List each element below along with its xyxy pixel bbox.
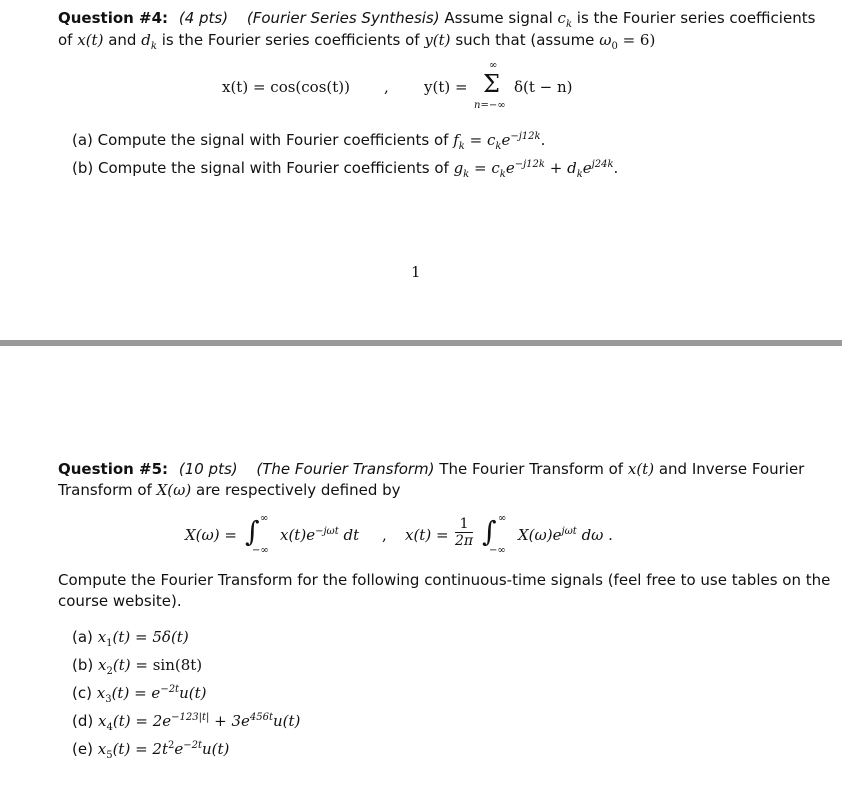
q4-intro-text: and <box>108 31 137 49</box>
q5-ft-lhs: X(ω) = <box>185 526 237 544</box>
q5-ift-integrand: $X(\omega)e^{j\omega t}$ dω . <box>518 526 613 544</box>
q5-line-1 <box>58 460 804 478</box>
q4-intro-text: such that (assume <box>455 31 595 49</box>
q5-line-2 <box>58 481 401 499</box>
q4-xt: x(t) <box>77 31 104 49</box>
q4-pts: (4 pts) <box>178 9 229 27</box>
q5-compute-1: Compute the Fourier Transform for the following continuous-time signals (feel free to use tables on the <box>58 571 831 589</box>
q5-intro-text: and Inverse Fourier <box>658 460 805 478</box>
q4-yt: y(t) <box>424 31 451 49</box>
q4-w0: $\omega_0 = 6$) <box>599 31 656 52</box>
q5-pts: (10 pts) <box>178 460 238 478</box>
q5-comma: , <box>382 526 387 544</box>
q5-compute-2: course website). <box>58 592 182 610</box>
q5-ift-int-bottom: −∞ <box>489 545 506 556</box>
q5-ft-integral: ∫ <box>245 515 260 548</box>
q4-eq-comma: , <box>384 78 389 96</box>
q5-ft-int-bottom: −∞ <box>252 545 269 556</box>
q5-Xw: X(ω) <box>156 481 192 499</box>
q4-line-2 <box>58 31 656 52</box>
q4-part-a: (a) Compute the signal with Fourier coefficients of $f_k = c_ke^{-j12k}$. <box>72 131 546 152</box>
q4-dk: $d_k$ <box>141 31 157 52</box>
q5-topic: (The Fourier Transform) <box>256 460 435 478</box>
q4-eq-y-right: δ(t − n) <box>514 78 573 96</box>
page-number: 1 <box>411 263 421 281</box>
q5-label: Question #5: <box>58 460 169 478</box>
q5-ift-frac: $\frac{1}{2\pi}$ <box>455 516 474 549</box>
q5-item-c: (c) $x_3(t) = e^{-2t}u(t)$ <box>72 684 207 705</box>
q5-ift-lhs: x(t) = <box>405 526 449 544</box>
q4-line-1 <box>58 9 816 30</box>
q5-item-e: (e) $x_5(t) = 2t^2e^{-2t}u(t)$ <box>72 740 230 761</box>
q5-intro-text: are respectively defined by <box>196 481 401 499</box>
q4-intro-text: of <box>58 31 73 49</box>
q5-xt: x(t) <box>627 460 655 478</box>
q5-item-a: (a) $x_1(t) = 5\delta(t)$ <box>72 628 189 649</box>
q5-item-d: (d) $x_4(t) = 2e^{-123|t|} + 3e^{456t}u(t)$ <box>72 712 301 733</box>
q4-eq-x: x(t) = cos(cos(t)) <box>222 78 350 96</box>
q5-intro-text: The Fourier Transform of <box>439 460 624 478</box>
q5-ift-int-top: ∞ <box>498 513 507 524</box>
q4-intro-text: is the Fourier series coefficients of <box>161 31 420 49</box>
q4-topic: (Fourier Series Synthesis) <box>246 9 440 27</box>
q4-sum-top: ∞ <box>489 60 498 71</box>
q5-ift-integral: ∫ <box>482 515 497 548</box>
q4-intro-text: Assume signal <box>444 9 553 27</box>
q4-part-b: (b) Compute the signal with Fourier coefficients of $g_k = c_ke^{-j12k} + d_ke^{j24k}$. <box>72 159 619 180</box>
q5-ft-integrand: $x(t)e^{-j\omega t}$ dt <box>280 526 360 544</box>
q4-ck: $c_k$ <box>557 9 573 30</box>
q4-eq-y-left: y(t) = <box>424 78 468 96</box>
q4-sum: Σ <box>483 70 500 98</box>
page-divider <box>0 340 842 346</box>
q4-sum-bottom: n=−∞ <box>474 100 506 111</box>
q4-label: Question #4: <box>58 9 169 27</box>
q5-ft-int-top: ∞ <box>260 513 269 524</box>
q5-item-b: (b) $x_2(t) = \sin(8t)$ <box>72 656 203 677</box>
q4-intro-text: is the Fourier series coefficients <box>576 9 816 27</box>
q5-intro-text: Transform of <box>58 481 152 499</box>
